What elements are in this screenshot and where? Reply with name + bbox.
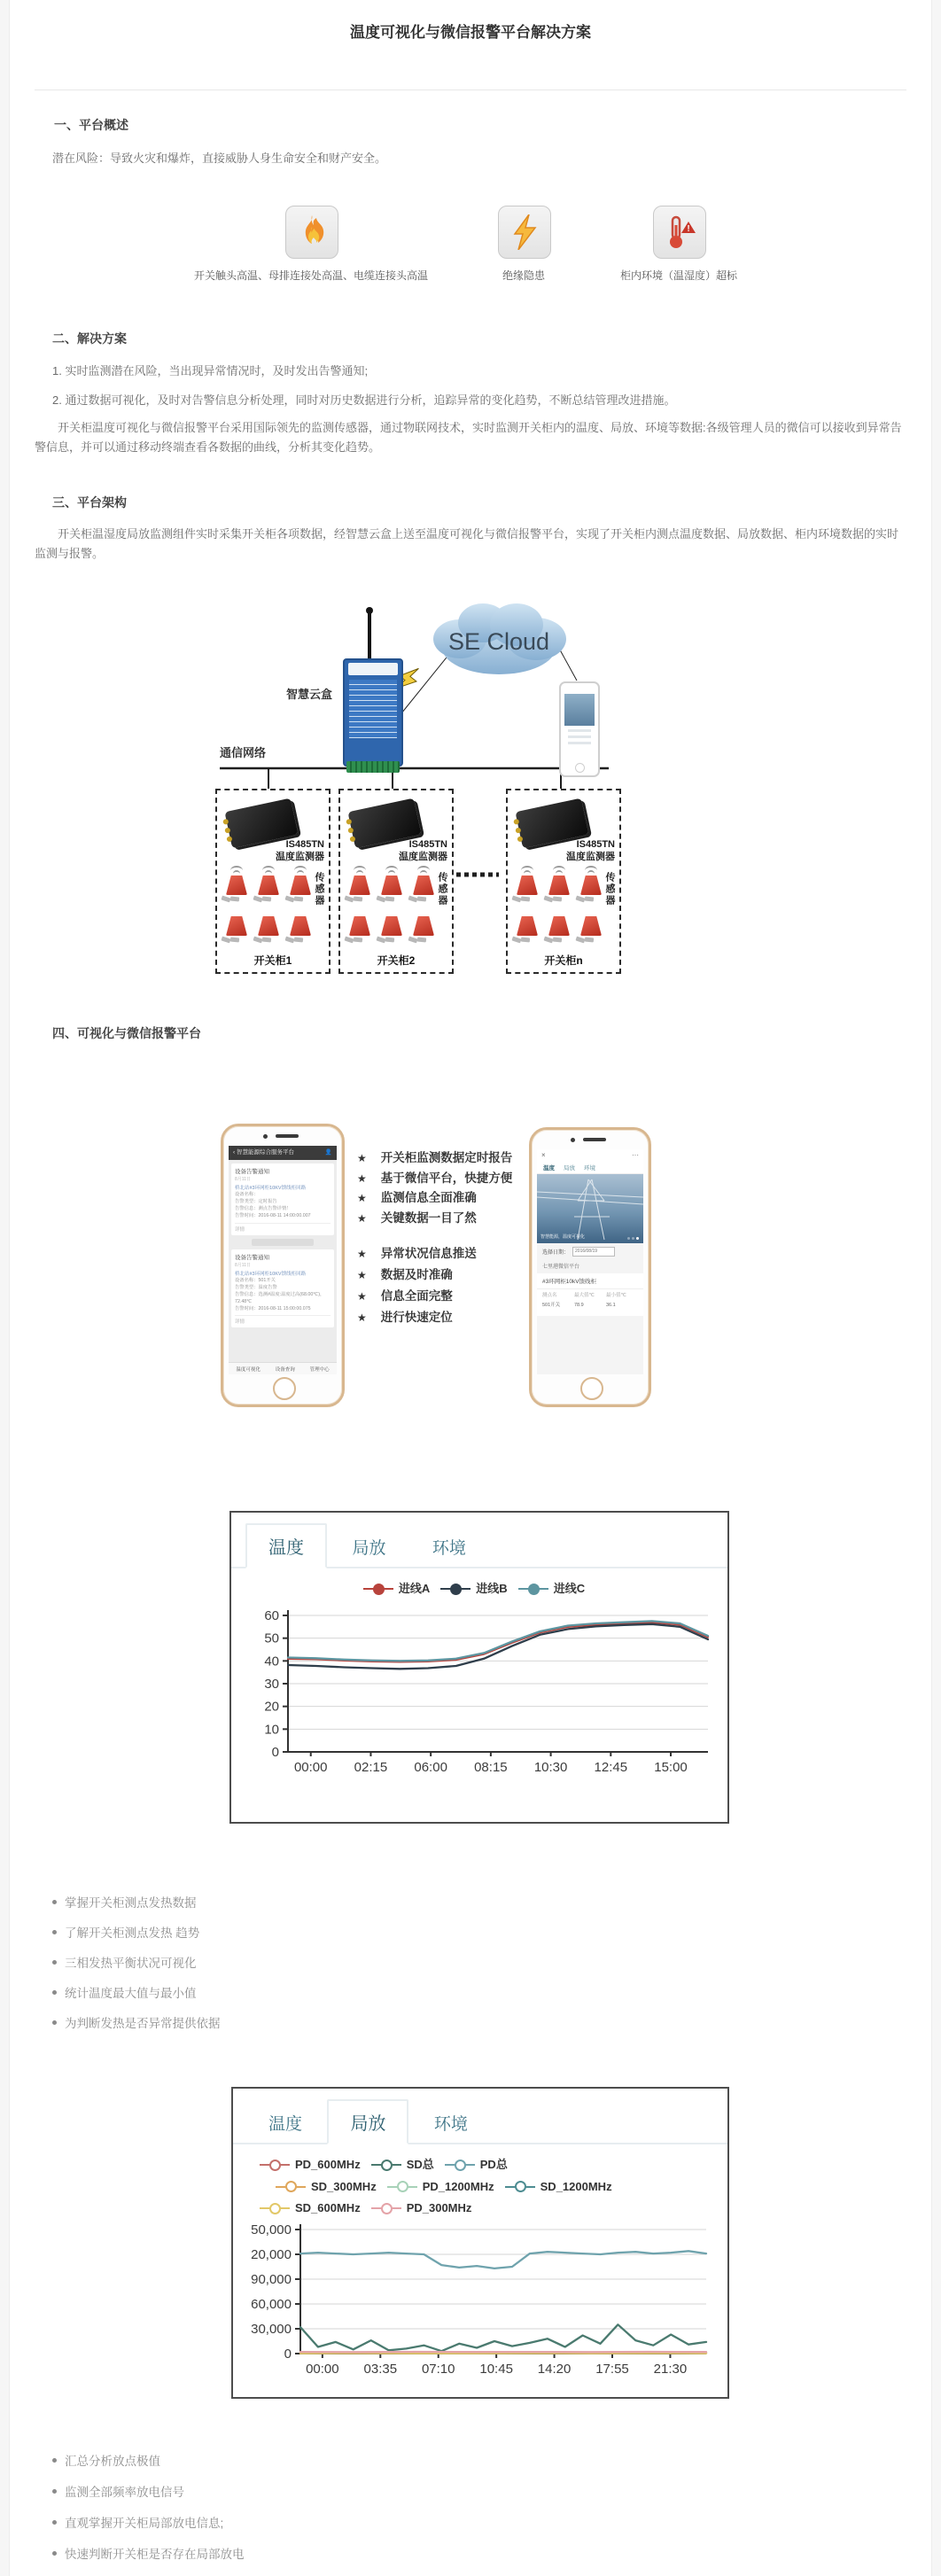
risk-label: 开关触头高温、母排连接处高温、电缆连接头高温 [193,269,428,282]
network-label: 通信网络 [220,746,267,759]
back-icon[interactable]: ‹ 智慧能源综合服务平台 [233,1149,294,1156]
platform-name: 七里港微信平台 [537,1260,643,1273]
message-pill [252,1239,315,1246]
cabinet-box: IS485TN 温度监测器 传感器 开关柜2 [338,789,454,974]
detail-link[interactable]: 详情 [235,1223,331,1234]
cabinet-box: IS485TN 温度监测器 传感器 开关柜n [506,789,621,974]
wechat-platform-showcase [10,1099,931,1480]
home-button[interactable] [273,1377,296,1400]
svg-text:50: 50 [264,1630,279,1646]
page-title: 温度可视化与微信报警平台解决方案 [350,24,591,41]
sensor-grid [222,872,313,939]
legend-item[interactable]: 进线C [518,1579,585,1599]
gateway-device [343,658,403,767]
close-icon[interactable]: × [541,1151,546,1159]
tab-temperature[interactable]: 温度 [543,1164,555,1171]
svg-text:0: 0 [284,2346,292,2362]
list-item: 掌握开关柜测点发热数据 [52,1893,221,1923]
solution-paragraph: 开关柜温度可视化与微信报警平台采用国际领先的监测传感器，通过物联网技术，实时监测开关柜内的温度、局放、环境等数据:各级管理人员的微信可以接收到异常告警信息，并可以通过移动终端查看各数据的曲线，分析其变化趋势。 [35,421,902,455]
alert-card[interactable]: 设备告警通知 8月11日 桥北站#3环网柜10KV馈线柜回路 设备名称：501开关 告警类型：温度告警 告警信息：选测#温度:温度过高(68.00℃)，72.48℃ 告警时间：2016-08-11 15:00:00.075 详情 [231,1249,334,1328]
device-name: #3环网柜10kV馈线柜 [537,1273,643,1289]
tab-temperature[interactable]: 温度 [268,2115,303,2134]
feature-item: ★ 基于微信平台，快捷方便 [357,1169,512,1189]
cloud-label: SE Cloud [447,628,550,655]
svg-text:!: ! [687,224,690,234]
feature-item: ★ 开关柜监测数据定时报告 [357,1148,512,1169]
svg-text:00:00: 00:00 [306,2361,339,2377]
tab-pd[interactable]: 局放 [352,1539,386,1558]
tab-pd[interactable]: 局放 [327,2099,408,2144]
svg-text:17:55: 17:55 [595,2361,629,2377]
temperature-chart-panel [229,1511,729,1824]
svg-text:07:10: 07:10 [421,2361,455,2377]
feature-item: ★ 关键数据一目了然 [357,1209,512,1229]
pd-benefit-list [52,2451,245,2575]
thermometer-alert-icon [653,206,706,259]
feature-item: ★ 数据及时准确 [357,1265,477,1286]
legend-item[interactable]: PD总 [445,2155,508,2175]
list-item: 汇总分析放点极值 [52,2451,245,2482]
list-item: 监测全部频率放电信号 [52,2482,245,2513]
tab-environment[interactable]: 环境 [432,1539,466,1558]
svg-text:08:15: 08:15 [474,1759,508,1775]
section-1-heading: 一、平台概述 [54,118,128,132]
solution-item: 2. 通过数据可视化，及时对告警信息分析处理，同时对历史数据进行分析，追踪异常的变化趋势，不断总结管理改进措施。 [52,393,676,407]
risk-text: 潜在风险：导致火灾和爆炸，直接威胁人身生命安全和财产安全。 [52,152,387,165]
list-item: 快速判断开关柜是否存在局部放电 [52,2544,245,2575]
banner-caption: 智慧能源，温度可视化 [540,1234,586,1240]
list-item: 直观掌握开关柜局部放电信息; [52,2513,245,2544]
wechat-bottom-nav [229,1362,337,1374]
phone-mockup-alerts [221,1124,345,1407]
svg-text:50,000: 50,000 [251,2222,292,2237]
cloud-shape [419,593,579,683]
svg-text:02:15: 02:15 [354,1759,388,1775]
svg-text:60,000: 60,000 [251,2296,292,2312]
mini-tab-bar [537,1161,643,1174]
phone-mockup-dashboard [529,1127,651,1407]
device-link[interactable]: 桥北站#3环网柜10KV馈线柜回路 [235,1186,307,1191]
nav-item[interactable]: 设备查询 [275,1366,295,1373]
feature-item: ★ 异常状况信息推送 [357,1243,477,1265]
title-divider [35,89,906,90]
legend-item[interactable]: PD_1200MHz [387,2177,494,2197]
svg-text:21:30: 21:30 [653,2361,688,2377]
sensor-label: 传感器 [437,872,447,907]
wechat-header [229,1146,337,1160]
nav-item[interactable]: 温度可视化 [236,1366,261,1373]
pd-chart-panel [231,2087,729,2399]
svg-text:06:00: 06:00 [414,1759,447,1775]
list-item: 统计温度最大值与最小值 [52,1983,221,2013]
alert-card[interactable]: 设备告警通知 8月11日 桥北站#3环网柜10KV馈线柜回路 设备名称： 告警类型：定时报告 告警信息：测点告警详情！ 告警时间：2016-08-11 14:00:00.007 详情 [231,1163,334,1235]
legend-item[interactable]: PD_300MHz [371,2199,472,2218]
banner-photo [537,1174,643,1243]
cabinet-name: 开关柜1 [253,954,292,967]
legend-item[interactable]: 进线B [440,1579,507,1599]
feature-item: ★ 进行快速定位 [357,1307,477,1328]
chart-legend [233,2144,727,2221]
cabinet-box: IS485TN 温度监测器 传感器 开关柜1 [215,789,331,974]
nav-item[interactable]: 管理中心 [309,1366,330,1373]
tab-pd[interactable]: 局放 [564,1164,575,1171]
more-icon[interactable]: ··· [632,1151,639,1159]
legend-item[interactable]: SD总 [371,2155,434,2175]
svg-text:10:45: 10:45 [479,2361,513,2377]
section-3-heading: 三、平台架构 [52,495,127,510]
date-input[interactable]: 2016/08/19 [572,1247,615,1257]
cabinet-name: 开关柜n [544,954,583,967]
contact-icon[interactable]: 👤 [324,1149,332,1156]
risk-label: 绝缘隐患 [502,269,545,282]
svg-text:90,000: 90,000 [251,2271,292,2287]
measure-table: 测点名 最大值℃ 最小值℃ 501开关 78.9 36.1 [537,1289,643,1316]
svg-text:03:35: 03:35 [363,2361,398,2377]
svg-text:30: 30 [264,1676,279,1692]
svg-text:10:30: 10:30 [533,1759,568,1775]
svg-text:10: 10 [264,1721,279,1737]
cabinet-name: 开关柜2 [377,954,416,967]
lightning-icon [498,206,551,259]
legend-item[interactable]: 进线A [363,1579,430,1599]
svg-text:60: 60 [264,1607,279,1623]
tab-temperature[interactable]: 温度 [245,1523,327,1568]
svg-text:00:00: 00:00 [293,1759,328,1775]
phone-speaker [276,1134,299,1138]
svg-text:40: 40 [264,1653,279,1669]
svg-text:12:45: 12:45 [594,1759,628,1775]
list-item: 为判断发热是否异常提供依据 [52,2013,221,2043]
architecture-paragraph: 开关柜温湿度局放监测组件实时采集开关柜各项数据，经智慧云盒上送至温度可视化与微信报警平台，实现了开关柜内测点温度数据、局放数据、柜内环境数据的实时监测与报警。 [35,527,899,561]
temperature-benefit-list [52,1893,221,2043]
legend-item[interactable]: PD_600MHz [260,2155,361,2175]
pd-line-chart [233,2221,724,2380]
architecture-diagram [10,580,931,1006]
svg-text:0: 0 [271,1744,279,1760]
chart-tab-bar [233,2089,727,2144]
phone-speaker [583,1138,606,1141]
feature-item: ★ 监测信息全面准确 [357,1188,512,1209]
sensor-label: 传感器 [314,872,324,907]
solution-item: 1. 实时监测潜在风险，当出现异常情况时，及时发出告警通知; [52,364,369,377]
svg-text:30,000: 30,000 [251,2321,292,2337]
svg-text:15:00: 15:00 [654,1759,688,1775]
sensor-label: 传感器 [604,872,615,907]
section-4-heading: 四、可视化与微信报警平台 [52,1026,201,1040]
detail-link[interactable]: 详情 [235,1315,331,1326]
feature-list-1 [357,1148,512,1228]
phone-screen [537,1149,643,1374]
legend-item[interactable]: SD_600MHz [260,2199,361,2218]
svg-text:20: 20 [264,1699,279,1715]
table-row: 501开关 78.9 36.1 [542,1303,616,1308]
list-item: 三相发热平衡状况可视化 [52,1953,221,1983]
risk-label: 柜内环境（温湿度）超标 [619,269,737,282]
carousel-dots[interactable] [627,1237,639,1240]
chart-tab-bar [231,1513,727,1568]
legend-item[interactable]: SD_300MHz [276,2177,377,2197]
gateway-antenna [368,612,371,660]
sensor-grid [346,872,436,939]
svg-text:14:20: 14:20 [537,2361,572,2377]
tab-environment[interactable]: 环境 [584,1164,595,1171]
svg-text:20,000: 20,000 [251,2246,292,2262]
list-item: 了解开关柜测点发热 趋势 [52,1923,221,1953]
feature-item: ★ 信息全面完整 [357,1286,477,1307]
document-page [9,0,932,2576]
legend-item[interactable]: SD_1200MHz [505,2177,612,2197]
tab-environment[interactable]: 环境 [433,2115,468,2134]
chart-legend [231,1568,727,1601]
feature-list-2 [357,1243,477,1328]
gateway-label: 智慧云盒 [285,688,332,701]
home-button[interactable] [580,1377,603,1400]
temperature-line-chart [231,1601,724,1789]
mobile-phone-icon [559,681,600,777]
device-link[interactable]: 桥北站#3环网柜10KV馈线柜回路 [235,1271,307,1277]
fire-icon [285,206,338,259]
date-label: 选择日期： [542,1250,570,1256]
sensor-grid [513,872,603,939]
phone-screen [229,1146,337,1374]
section-2-heading: 二、解决方案 [52,331,127,346]
